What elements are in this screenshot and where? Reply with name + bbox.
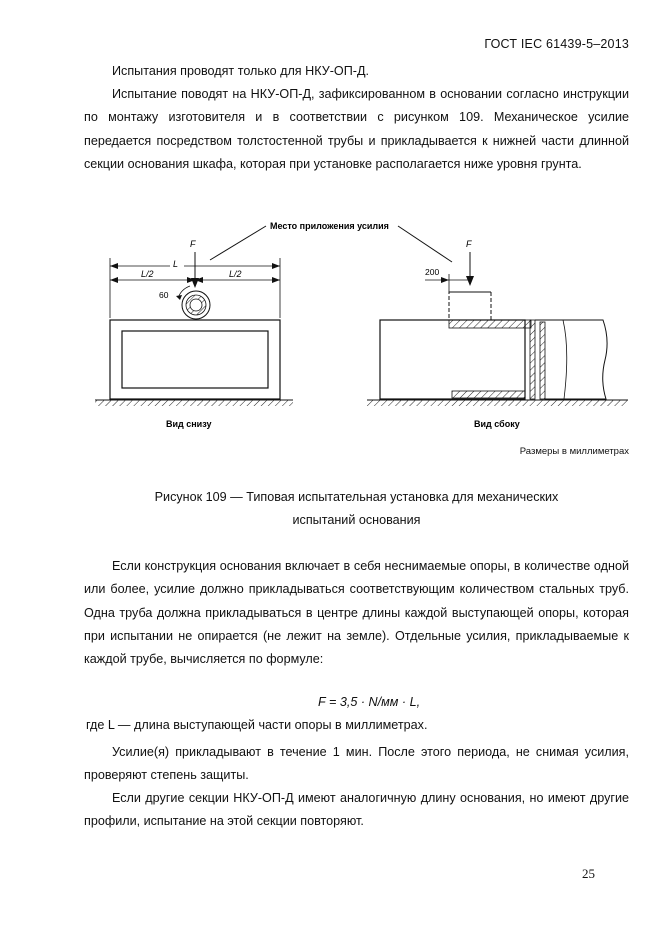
paragraph-other-sections: Если другие секции НКУ-ОП-Д имеют аналогичную длину основания, но имеют другие профили, испытание на этой секции повторяют. [84, 791, 629, 829]
force-formula: F = 3,5 · N/мм · L, [318, 695, 421, 709]
paragraph-supports: Если конструкция основания включает в себя неснимаемые опоры, в количестве одной или более, усилие должно прикладываться соответствующим количеством стальных труб. Одна труба должна прикладываться в центре длины каждой выступающей опоры, которая при испытании не опирается (не лежит на земле). Отдельные усилия, прикладываемые к каждой трубе, вычисляется по формуле: [84, 559, 629, 667]
callout-label: Место приложения усилия [270, 221, 389, 231]
paragraph-procedure: Испытание поводят на НКУ-ОП-Д, зафиксированном в основании согласно инструкции по монтажу изготовителя и в соответствии с рисунком 109. Механическое усилие передается посредством толстостенной трубы и прикладывается к нижней части длинной секции основания шкафа, которая при установке располагается ниже уровня грунта. [84, 87, 629, 171]
force-label-right: F [466, 239, 472, 249]
bottom-view-drawing [95, 239, 293, 406]
formula-explanation: где L — длина выступающей части опоры в миллиметрах. [86, 718, 428, 732]
angle-label: 60 [159, 290, 169, 300]
callout-leader-right [398, 226, 452, 262]
view-side-label: Вид сбоку [474, 419, 520, 429]
figure-caption-line2: испытаний основания [292, 513, 421, 527]
offset-label: 200 [425, 267, 440, 277]
figure-109 [0, 200, 661, 460]
page-number: 25 [582, 866, 595, 881]
callout-leader-left [210, 226, 266, 260]
side-view-drawing [367, 239, 628, 406]
units-note: Размеры в миллиметрах [519, 446, 629, 457]
half-length-left: L/2 [141, 269, 154, 279]
view-bottom-label: Вид снизу [166, 419, 212, 429]
half-length-right: L/2 [229, 269, 242, 279]
paragraph-duration: Усилие(я) прикладывают в течение 1 мин. После этого периода, не снимая усилия, проверяют степень защиты. [84, 745, 629, 783]
paragraph-scope: Испытания проводят только для НКУ-ОП-Д. [112, 64, 369, 78]
document-header: ГОСТ IEC 61439-5–2013 [484, 37, 629, 51]
force-label-left: F [190, 239, 196, 249]
length-label: L [173, 259, 179, 269]
figure-caption-line1: Рисунок 109 — Типовая испытательная установка для механических [154, 490, 559, 504]
